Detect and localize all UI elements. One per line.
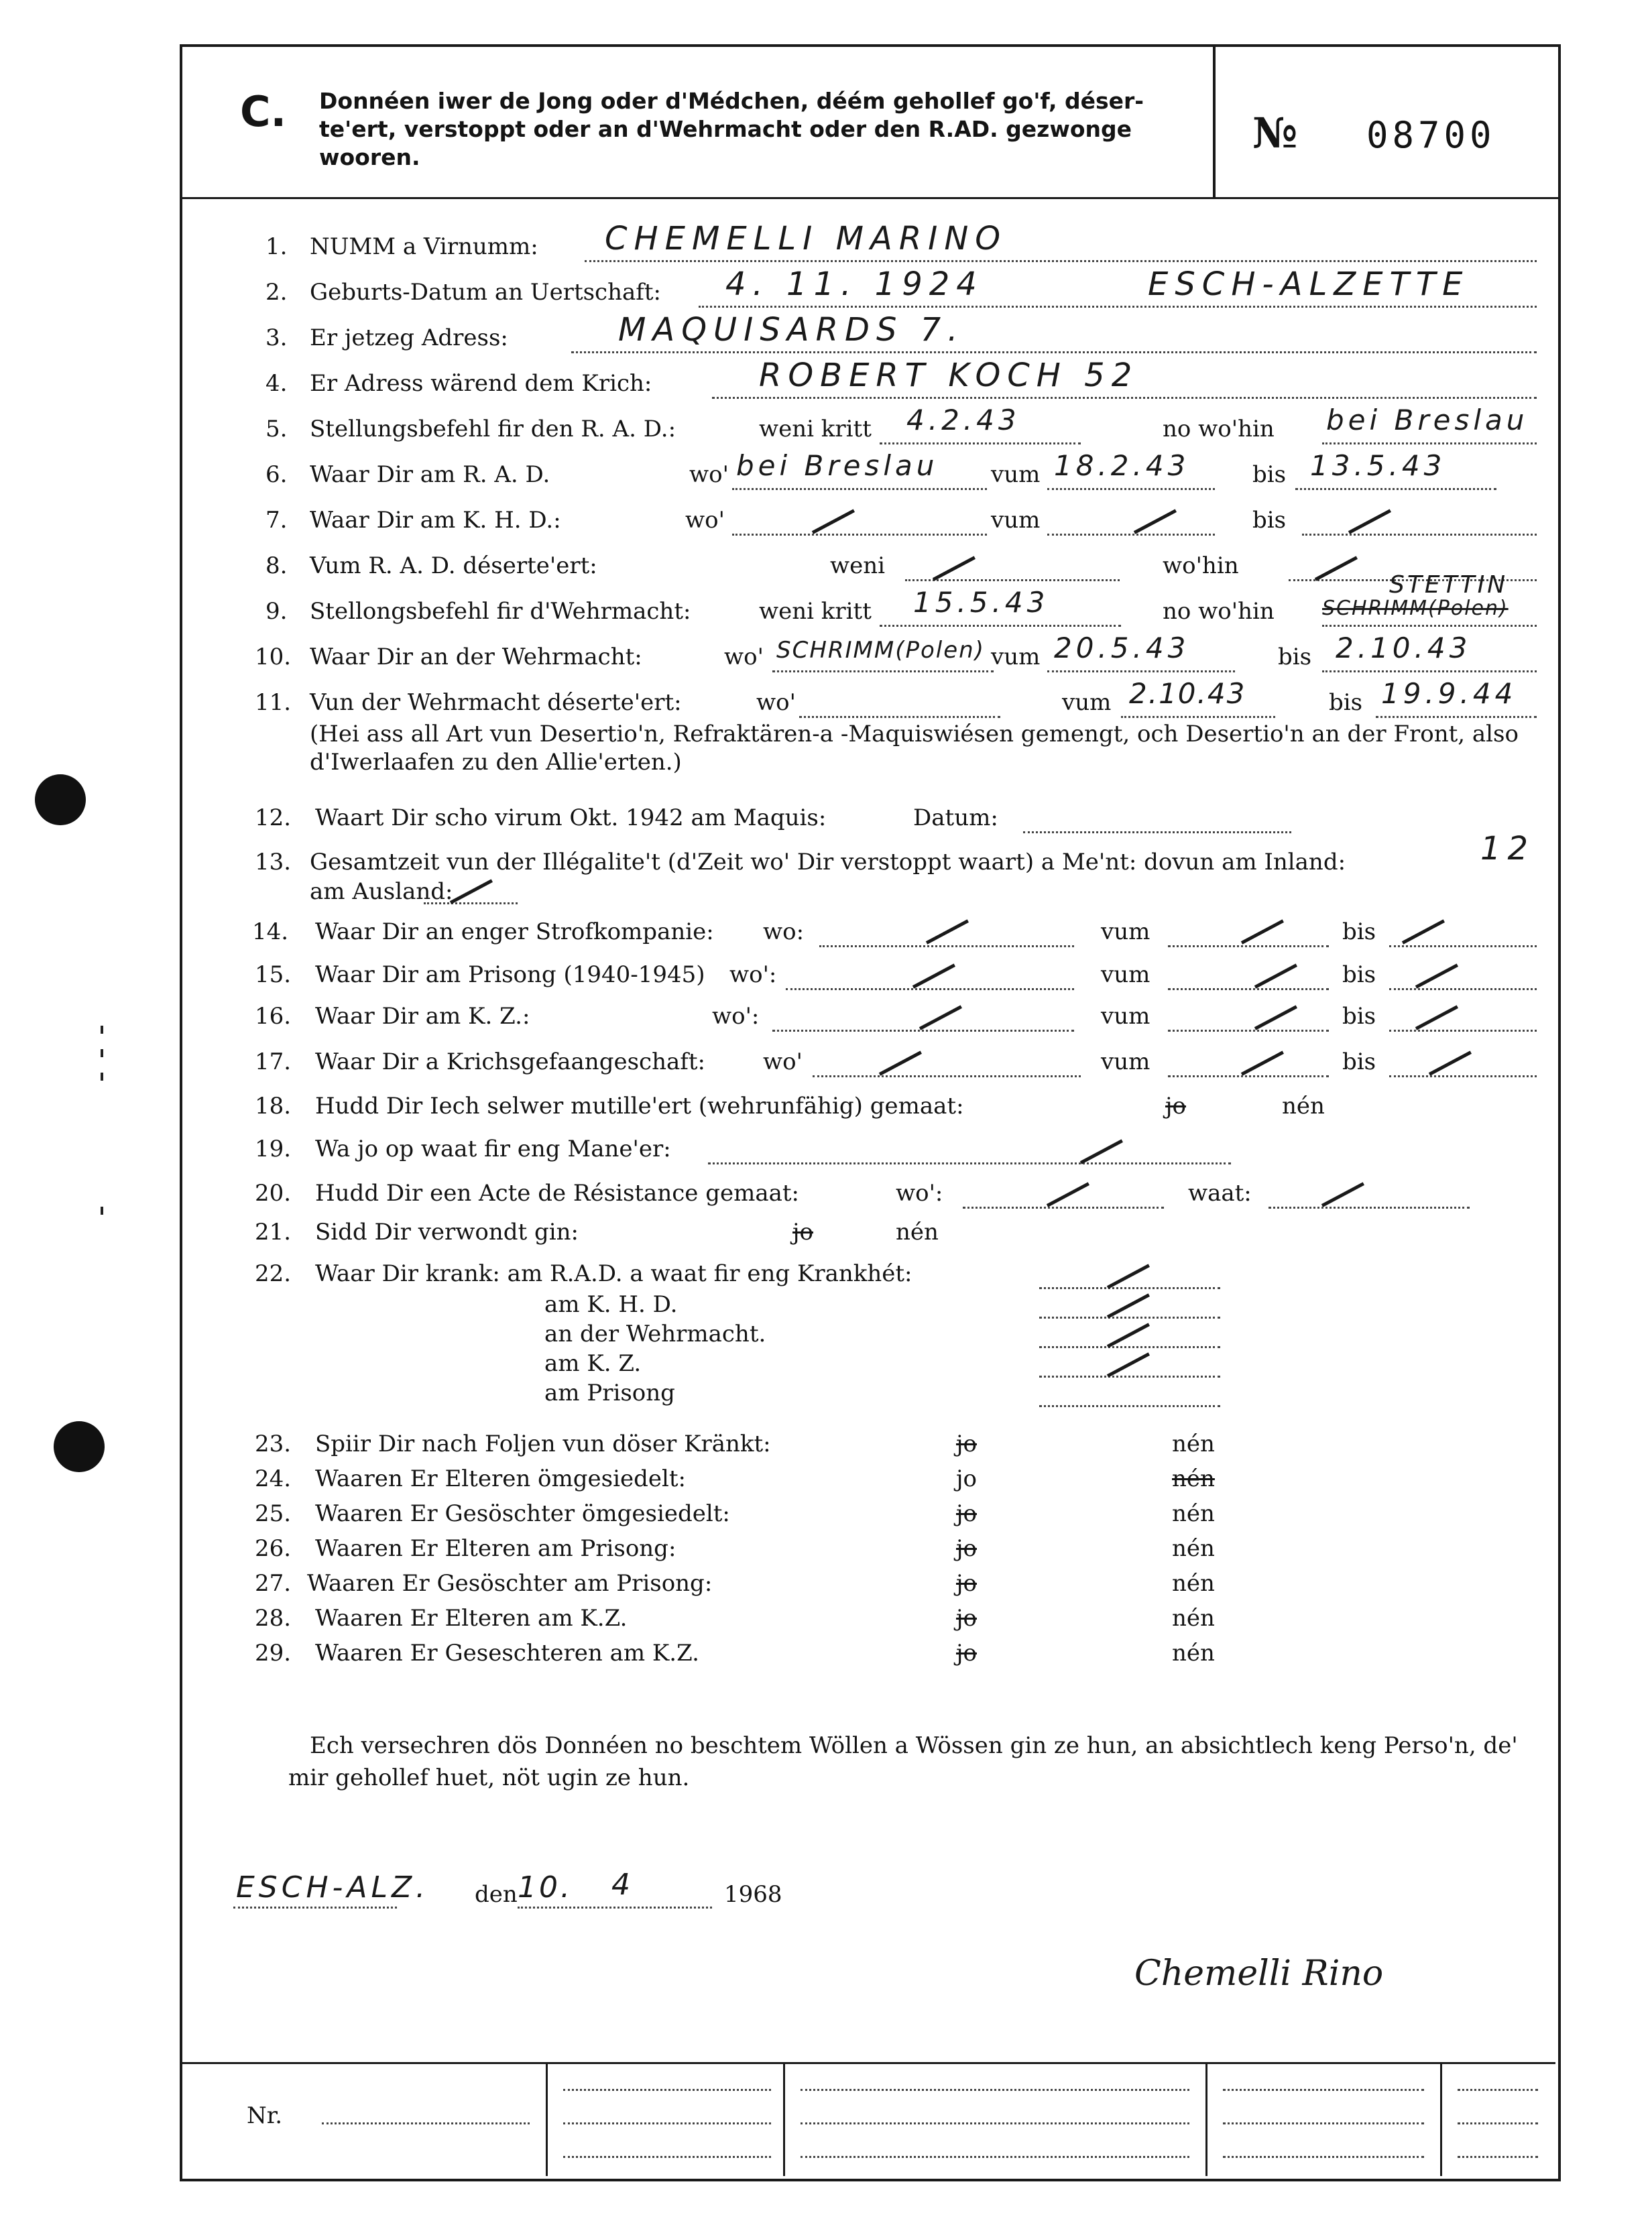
- jo-option-struck[interactable]: jo: [956, 1605, 978, 1632]
- empty-field-stroke: [1047, 1182, 1089, 1207]
- khd-place-line: [732, 534, 987, 536]
- wehrmacht-service-label: Waar Dir an der Wehrmacht:: [310, 644, 642, 670]
- row-number: 17.: [255, 1048, 292, 1075]
- vum-label: vum: [991, 644, 1041, 670]
- jo-option-struck[interactable]: jo: [956, 1640, 978, 1667]
- sickness-sub-prison: am Prisong: [544, 1380, 675, 1406]
- wehrmacht-desertion-to-value[interactable]: 19.9.44: [1381, 677, 1517, 710]
- wohin-label: wo'hin: [1163, 552, 1239, 579]
- jo-option-struck[interactable]: jo: [956, 1431, 978, 1457]
- wehrmacht-desertion-to-line: [1376, 716, 1537, 718]
- wehrmacht-service-place-line: [772, 670, 994, 672]
- wo-label: wo': [685, 507, 725, 534]
- vum-label: vum: [991, 461, 1041, 488]
- weni-label: weni kritt: [759, 416, 872, 442]
- pow-to-line: [1389, 1075, 1537, 1077]
- wo-label: wo': [763, 1048, 803, 1075]
- address-label: Er jetzeg Adress:: [310, 324, 508, 351]
- row-number: 21.: [255, 1219, 292, 1246]
- jo-option[interactable]: jo: [956, 1465, 978, 1492]
- resistance-what-line: [1268, 1207, 1470, 1209]
- wehrmacht-service-from-line: [1047, 670, 1235, 672]
- khd-to-line: [1302, 534, 1537, 536]
- prison-label: Waar Dir am Prisong (1940-1945): [315, 961, 705, 988]
- declaration-text: Ech versechren dös Donnéen no beschtem Wöllen a Wössen gin ze hun, an absichtlech keng Perso'n, de' mir gehollef huet, nöt ugin ze hun.: [288, 1732, 1518, 1791]
- empty-field-stroke: [912, 963, 955, 988]
- row-number: 27.: [255, 1570, 292, 1597]
- wehrmacht-order-date-line: [880, 625, 1121, 627]
- waat-label: waat:: [1188, 1180, 1252, 1207]
- row-number: 15.: [255, 961, 292, 988]
- margin-tick: [101, 1073, 103, 1081]
- wo-label: wo:: [763, 918, 805, 945]
- form-title: Donnéen iwer de Jong oder d'Médchen, déém gehollef go'f, déser-te'ert, verstoppt oder an d'Wehrmacht oder den R.AD. gezwonge wooren.: [319, 88, 1144, 170]
- empty-field-stroke: [1254, 1005, 1297, 1030]
- name-line: [585, 260, 1537, 262]
- den-label: den: [475, 1881, 518, 1908]
- datum-label: Datum:: [913, 804, 998, 831]
- wehrmacht-service-place-value[interactable]: SCHRIMM(Polen): [776, 637, 985, 664]
- resistance-label: Hudd Dir een Acte de Résistance gemaat:: [315, 1180, 799, 1207]
- birth-place-value[interactable]: ESCH-ALZETTE: [1148, 265, 1470, 303]
- applicant-signature: Chemelli Rino: [1134, 1953, 1384, 1994]
- name-label: NUMM a Virnumm:: [310, 233, 538, 260]
- rad-service-label: Waar Dir am R. A. D.: [310, 461, 550, 488]
- war-address-label: Er Adress wärend dem Krich:: [310, 370, 652, 397]
- signing-year: 1968: [724, 1881, 782, 1908]
- punch-hole-top: [35, 774, 86, 825]
- pow-from-line: [1168, 1075, 1329, 1077]
- sickness-line: [1039, 1405, 1220, 1407]
- wo-label: wo': [689, 461, 729, 488]
- row-number: 22.: [255, 1260, 292, 1287]
- margin-tick: [101, 1207, 103, 1215]
- rad-service-to-value[interactable]: 13.5.43: [1310, 449, 1446, 482]
- rad-order-place-line: [1322, 442, 1537, 444]
- illegality-label: Gesamtzeit vun der Illégalite't (d'Zeit wo' Dir verstoppt waart) a Me'nt: dovun am Inland:: [310, 849, 1346, 876]
- row-number: 13.: [255, 849, 292, 876]
- signing-place-value[interactable]: ESCH-ALZ.: [236, 1870, 430, 1905]
- row-number: 24.: [255, 1465, 292, 1492]
- wehrmacht-desertion-from-line: [1121, 716, 1275, 718]
- sickness-line: [1039, 1346, 1220, 1348]
- empty-field-stroke: [450, 879, 493, 904]
- rad-desertion-label: Vum R. A. D. déserte'ert:: [310, 552, 597, 579]
- sickness-line: [1039, 1317, 1220, 1319]
- rad-order-date-value[interactable]: 4.2.43: [906, 404, 1020, 436]
- row-number: 29.: [255, 1640, 292, 1667]
- row-number: 20.: [255, 1180, 292, 1207]
- inland-months-value[interactable]: 12: [1480, 830, 1535, 867]
- maquis-label: Waart Dir scho virum Okt. 1942 am Maquis:: [315, 804, 827, 831]
- bis-label: bis: [1278, 644, 1312, 670]
- sickness-sub-wehrmacht: an der Wehrmacht.: [544, 1321, 766, 1347]
- rad-order-place-value[interactable]: bei Breslau: [1326, 404, 1529, 436]
- ausland-line: [424, 902, 518, 904]
- row-number: 26.: [255, 1535, 292, 1562]
- bis-label: bis: [1342, 1048, 1376, 1075]
- row-number: 6.: [266, 461, 288, 488]
- punch-hole-bottom: [54, 1421, 105, 1472]
- header-divider-vertical: [1213, 47, 1216, 197]
- empty-field-stroke: [1080, 1139, 1123, 1164]
- birth-date-value[interactable]: 4. 11. 1924: [725, 265, 984, 303]
- sickness-line: [1039, 1376, 1220, 1378]
- nen-option-struck[interactable]: nén: [1172, 1465, 1215, 1492]
- nen-option[interactable]: nén: [1282, 1093, 1325, 1120]
- rad-service-place-value[interactable]: bei Breslau: [736, 449, 939, 482]
- empty-field-stroke: [812, 509, 855, 534]
- empty-field-stroke: [1402, 919, 1445, 944]
- signing-date-line: [518, 1907, 712, 1909]
- row-number: 23.: [255, 1431, 292, 1457]
- sickness-sub-khd: am K. H. D.: [544, 1291, 678, 1318]
- nen-option[interactable]: nén: [896, 1219, 939, 1246]
- nen-option[interactable]: nén: [1172, 1431, 1215, 1457]
- bis-label: bis: [1329, 689, 1363, 716]
- birth-line: [699, 306, 1537, 308]
- war-address-line: [712, 397, 1537, 399]
- signing-place-line: [233, 1907, 397, 1909]
- wo-label: wo':: [729, 961, 777, 988]
- jo-option-struck[interactable]: jo: [956, 1500, 978, 1527]
- nen-option[interactable]: nén: [1172, 1605, 1215, 1632]
- kz-from-line: [1168, 1030, 1329, 1032]
- empty-field-stroke: [1254, 963, 1297, 988]
- parents-kz-label: Waaren Er Elteren am K.Z.: [315, 1605, 628, 1632]
- self-mutilation-label: Hudd Dir Iech selwer mutille'ert (wehrunfähig) gemaat:: [315, 1093, 964, 1120]
- khd-from-line: [1047, 534, 1215, 536]
- row-number: 3.: [266, 324, 288, 351]
- section-letter: C.: [240, 87, 287, 136]
- vum-label: vum: [1101, 1048, 1150, 1075]
- empty-field-stroke: [933, 556, 976, 581]
- bis-label: bis: [1342, 1003, 1376, 1030]
- ausland-label: am Ausland:: [310, 878, 453, 905]
- bis-label: bis: [1342, 918, 1376, 945]
- desertion-note: (Hei ass all Art vun Desertio'n, Refraktären-a -Maquiswiésen gemengt, och Desertio'n an der Front, also d'Iwerlaafen zu den Allie'erten.): [310, 721, 1519, 776]
- rad-desertion-date-line: [905, 579, 1120, 581]
- nen-option[interactable]: nén: [1172, 1535, 1215, 1562]
- vum-label: vum: [1062, 689, 1112, 716]
- siblings-kz-label: Waaren Er Geseschteren am K.Z.: [315, 1640, 699, 1667]
- kz-label: Waar Dir am K. Z.:: [315, 1003, 530, 1030]
- row-number: 25.: [255, 1500, 292, 1527]
- wo-label: wo': [756, 689, 796, 716]
- jo-option-struck[interactable]: jo: [792, 1219, 814, 1246]
- margin-tick: [101, 1026, 103, 1034]
- manner-line: [708, 1162, 1231, 1164]
- row-number: 1.: [266, 233, 288, 260]
- empty-field-stroke: [919, 1005, 962, 1030]
- nen-option[interactable]: nén: [1172, 1500, 1215, 1527]
- row-number: 7.: [266, 507, 288, 534]
- row-number: 14.: [252, 918, 289, 945]
- penal-company-to-line: [1389, 945, 1537, 947]
- rad-service-to-line: [1295, 488, 1496, 490]
- wo-label: wo': [724, 644, 764, 670]
- row-number: 12.: [255, 804, 292, 831]
- row-number: 19.: [255, 1136, 292, 1162]
- wounded-label: Sidd Dir verwondt gin:: [315, 1219, 579, 1246]
- empty-field-stroke: [1107, 1323, 1150, 1347]
- row-number: 18.: [255, 1093, 292, 1120]
- nen-option[interactable]: nén: [1172, 1570, 1215, 1597]
- penal-company-label: Waar Dir an enger Strofkompanie:: [315, 918, 714, 945]
- address-value[interactable]: MAQUISARDS 7.: [618, 311, 965, 349]
- name-value[interactable]: CHEMELLI MARINO: [605, 220, 1008, 257]
- empty-field-stroke: [1321, 1182, 1364, 1207]
- form-number: 08700: [1366, 114, 1496, 156]
- rad-service-from-line: [1047, 488, 1215, 490]
- row-number: 4.: [266, 370, 288, 397]
- maquis-date-line: [1023, 831, 1291, 833]
- empty-field-stroke: [1415, 1005, 1458, 1030]
- parents-prison-label: Waaren Er Elteren am Prisong:: [315, 1535, 676, 1562]
- row-number: 10.: [255, 644, 292, 670]
- consequences-label: Spiir Dir nach Foljen vun döser Kränkt:: [315, 1431, 771, 1457]
- sickness-sub-kz: am K. Z.: [544, 1350, 642, 1377]
- wehrmacht-service-from-value[interactable]: 20.5.43: [1054, 631, 1190, 664]
- prison-place-line: [786, 988, 1074, 990]
- empty-field-stroke: [1241, 1050, 1284, 1075]
- wehrmacht-desertion-from-value[interactable]: 2.10.43: [1129, 677, 1246, 710]
- vum-label: vum: [1101, 918, 1150, 945]
- address-line: [571, 351, 1537, 353]
- empty-field-stroke: [1315, 556, 1358, 581]
- parents-resettled-label: Waaren Er Elteren ömgesiedelt:: [315, 1465, 686, 1492]
- rad-service-place-line: [732, 488, 987, 490]
- rad-order-date-line: [880, 442, 1081, 444]
- jo-option-struck[interactable]: jo: [956, 1570, 978, 1597]
- bis-label: bis: [1342, 961, 1376, 988]
- war-address-value[interactable]: ROBERT KOCH 52: [759, 357, 1139, 394]
- pow-place-line: [813, 1075, 1081, 1077]
- weni-label: weni kritt: [759, 598, 872, 625]
- wohin-label: no wo'hin: [1163, 416, 1275, 442]
- kz-to-line: [1389, 1030, 1537, 1032]
- empty-field-stroke: [1348, 509, 1391, 534]
- row-number: 16.: [255, 1003, 292, 1030]
- wehrmacht-desertion-place-line: [799, 716, 1000, 718]
- rad-service-from-value[interactable]: 18.2.43: [1054, 449, 1190, 482]
- signing-day-value[interactable]: 10.: [518, 1870, 573, 1905]
- empty-field-stroke: [1134, 509, 1177, 534]
- wehrmacht-desertion-label: Vun der Wehrmacht déserte'ert:: [310, 689, 682, 716]
- wo-label: wo':: [712, 1003, 760, 1030]
- sickness-label: Waar Dir krank: am R.A.D. a waat fir eng Krankhét:: [315, 1260, 912, 1287]
- margin-tick: [101, 1049, 103, 1057]
- empty-field-stroke: [1107, 1264, 1150, 1288]
- row-number: 2.: [266, 279, 288, 306]
- vum-label: vum: [1101, 1003, 1150, 1030]
- birth-label: Geburts-Datum an Uertschaft:: [310, 279, 661, 306]
- prison-to-line: [1389, 988, 1537, 990]
- empty-field-stroke: [879, 1050, 922, 1075]
- empty-field-stroke: [1107, 1352, 1150, 1377]
- nr-label: Nr.: [247, 2102, 283, 2129]
- khd-label: Waar Dir am K. H. D.:: [310, 507, 561, 534]
- wehrmacht-order-place-line: [1322, 625, 1537, 627]
- vum-label: vum: [1101, 961, 1150, 988]
- pow-label: Waar Dir a Krichsgefaangeschaft:: [315, 1048, 705, 1075]
- manner-label: Wa jo op waat fir eng Mane'er:: [315, 1136, 671, 1162]
- wo-label: wo':: [896, 1180, 943, 1207]
- penal-company-from-line: [1168, 945, 1329, 947]
- empty-field-stroke: [1107, 1293, 1150, 1318]
- prison-from-line: [1168, 988, 1329, 990]
- bis-label: bis: [1252, 507, 1287, 534]
- form-frame: [180, 44, 1561, 2181]
- row-number: 28.: [255, 1605, 292, 1632]
- nen-option[interactable]: nén: [1172, 1640, 1215, 1667]
- wehrmacht-order-place-struck: SCHRIMM(Polen): [1322, 597, 1509, 620]
- siblings-resettled-label: Waaren Er Gesöschter ömgesiedelt:: [315, 1500, 730, 1527]
- wehrmacht-order-label: Stellongsbefehl fir d'Wehrmacht:: [310, 598, 691, 625]
- empty-field-stroke: [1241, 919, 1284, 944]
- jo-option-struck[interactable]: jo: [1165, 1093, 1187, 1120]
- penal-company-place-line: [819, 945, 1074, 947]
- row-number: 8.: [266, 552, 288, 579]
- empty-field-stroke: [926, 919, 969, 944]
- jo-option-struck[interactable]: jo: [956, 1535, 978, 1562]
- resistance-place-line: [963, 1207, 1164, 1209]
- bis-label: bis: [1252, 461, 1287, 488]
- siblings-prison-label: Waaren Er Gesöschter am Prisong:: [307, 1570, 713, 1597]
- wehrmacht-service-to-line: [1322, 670, 1537, 672]
- empty-field-stroke: [1429, 1050, 1472, 1075]
- row-number: 11.: [255, 689, 292, 716]
- number-sign: №: [1252, 109, 1298, 158]
- rad-order-label: Stellungsbefehl fir den R. A. D.:: [310, 416, 676, 442]
- wehrmacht-service-to-value[interactable]: 2.10.43: [1336, 631, 1472, 664]
- vum-label: vum: [991, 507, 1041, 534]
- sickness-line: [1039, 1287, 1220, 1289]
- wohin-label: no wo'hin: [1163, 598, 1275, 625]
- weni-label: weni: [830, 552, 885, 579]
- header-divider: [182, 197, 1558, 199]
- row-number: 9.: [266, 598, 288, 625]
- signing-month-value[interactable]: 4: [611, 1868, 637, 1902]
- kz-place-line: [772, 1030, 1074, 1032]
- wehrmacht-order-date-value[interactable]: 15.5.43: [913, 586, 1049, 619]
- row-number: 5.: [266, 416, 288, 442]
- empty-field-stroke: [1415, 963, 1458, 988]
- wehrmacht-order-place-value[interactable]: STETTIN: [1389, 571, 1509, 599]
